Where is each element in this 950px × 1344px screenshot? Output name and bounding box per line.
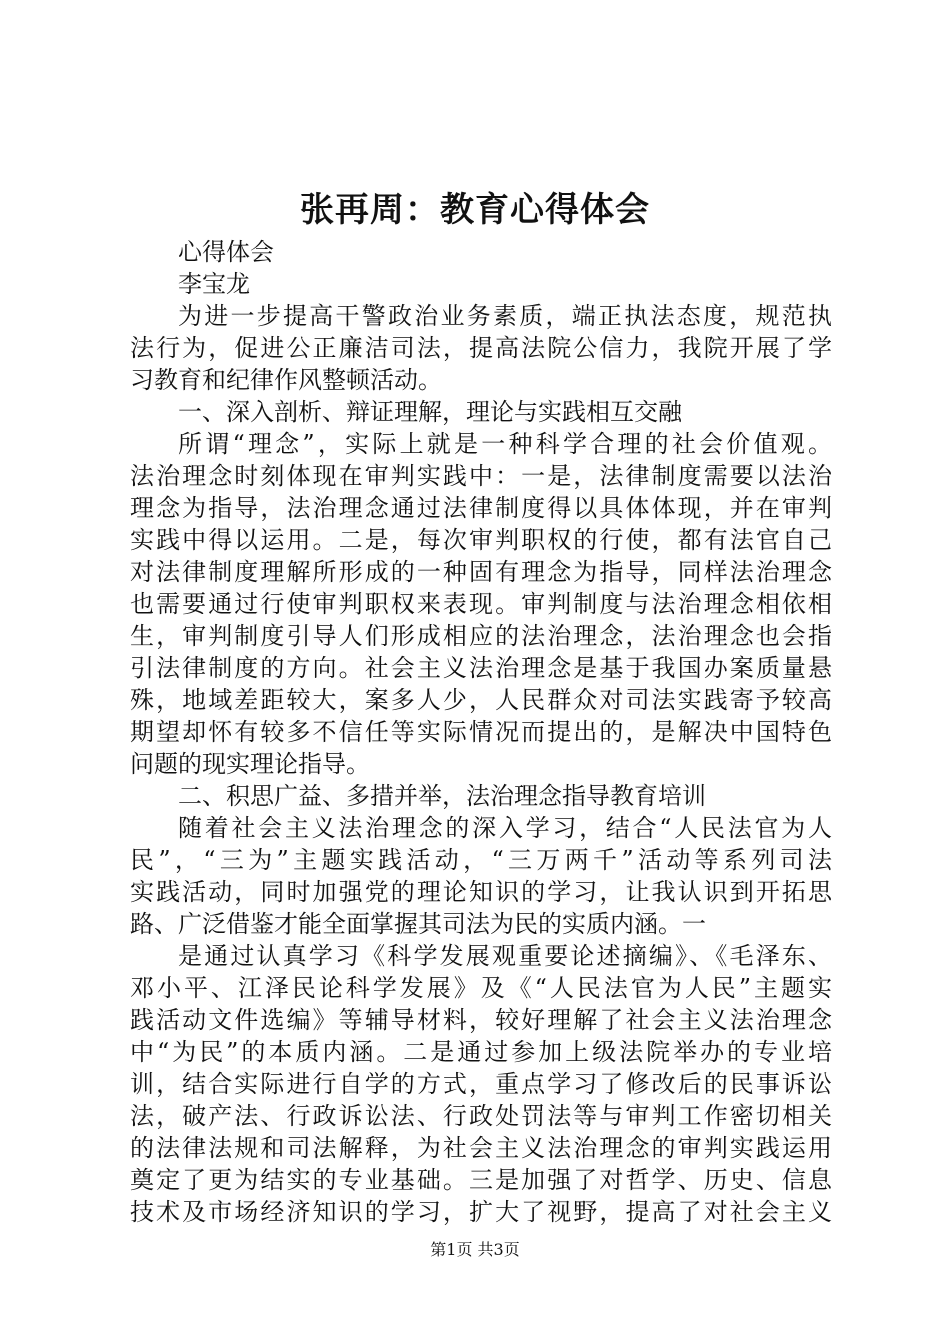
- text-line: 训，结合实际进行自学的方式，重点学习了修改后的民事诉讼: [130, 1070, 832, 1098]
- text-line: 实践中得以运用。二是，每次审判职权的行使，都有法官自己: [130, 526, 832, 554]
- document-body: [130, 236, 832, 1228]
- page-footer: 第1页 共3页: [430, 1240, 520, 1259]
- text-line: 二、积思广益、多措并举，法治理念指导教育培训: [178, 782, 706, 810]
- text-line: 的法律法规和司法解释，为社会主义法治理念的审判实践运用: [130, 1134, 832, 1162]
- text-line: 一、深入剖析、辩证理解，理论与实践相互交融: [178, 398, 682, 426]
- text-line: 也需要通过行使审判职权来表现。审判制度与法治理念相依相: [130, 590, 832, 618]
- text-line: 践活动文件选编》等辅导材料，较好理解了社会主义法治理念: [130, 1006, 832, 1034]
- text-line: 法行为，促进公正廉洁司法，提高法院公信力，我院开展了学: [130, 334, 832, 362]
- text-line: 殊，地域差距较大，案多人少，人民群众对司法实践寄予较高: [130, 686, 832, 714]
- text-line: 实践活动，同时加强党的理论知识的学习，让我认识到开拓思: [130, 878, 832, 906]
- text-line: 法，破产法、行政诉讼法、行政处罚法等与审判工作密切相关: [130, 1102, 832, 1130]
- text-line: 期望却怀有较多不信任等实际情况而提出的，是解决中国特色: [130, 718, 832, 746]
- text-line: 技术及市场经济知识的学习，扩大了视野，提高了对社会主义: [130, 1198, 832, 1226]
- text-line: 法治理念时刻体现在审判实践中：一是，法律制度需要以法治: [130, 462, 832, 490]
- text-line: 李宝龙: [178, 270, 250, 298]
- text-line: 随着社会主义法治理念的深入学习，结合“人民法官为人: [178, 814, 832, 842]
- text-line: 理念为指导，法治理念通过法律制度得以具体体现，并在审判: [130, 494, 832, 522]
- text-line: 所谓“理念”，实际上就是一种科学合理的社会价值观。: [178, 430, 832, 458]
- text-line: 引法律制度的方向。社会主义法治理念是基于我国办案质量悬: [130, 654, 832, 682]
- text-line: 奠定了更为结实的专业基础。三是加强了对哲学、历史、信息: [130, 1166, 832, 1194]
- document-title: 张再周：教育心得体会: [300, 190, 650, 230]
- text-line: 中“为民”的本质内涵。二是通过参加上级法院举办的专业培: [130, 1038, 832, 1066]
- text-line: 习教育和纪律作风整顿活动。: [130, 366, 442, 394]
- text-line: 是通过认真学习《科学发展观重要论述摘编》、《毛泽东、: [178, 942, 832, 970]
- text-line: 对法律制度理解所形成的一种固有理念为指导，同样法治理念: [130, 558, 832, 586]
- text-line: 心得体会: [178, 238, 274, 266]
- text-line: 民”，“三为”主题实践活动，“三万两千”活动等系列司法: [130, 846, 832, 874]
- text-line: 邓小平、江泽民论科学发展》及《“人民法官为人民”主题实: [130, 974, 832, 1002]
- text-line: 问题的现实理论指导。: [130, 750, 370, 778]
- text-line: 路、广泛借鉴才能全面掌握其司法为民的实质内涵。一: [130, 910, 706, 938]
- text-line: 生，审判制度引导人们形成相应的法治理念，法治理念也会指: [130, 622, 832, 650]
- text-line: 为进一步提高干警政治业务素质，端正执法态度，规范执: [178, 302, 832, 330]
